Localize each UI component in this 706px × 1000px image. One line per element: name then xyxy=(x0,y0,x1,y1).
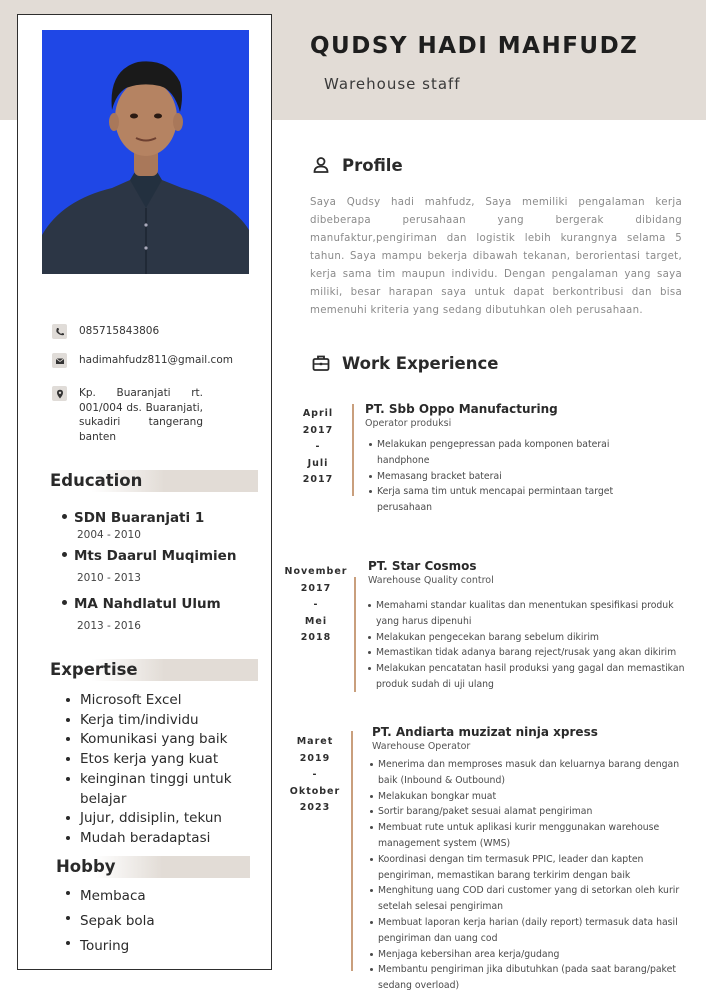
hobby-item: Membaca xyxy=(66,884,226,909)
profile-summary: Saya Qudsy hadi mahfudz, Saya memiliki pengalaman kerja dibeberapa perusahaan yang bergerak dibidang manufaktur,pengiriman dan logistik lebih kurangnya selama 5 tahun. Saya mampu bekerja dibawah tekanan, berorientasi target, kerja sama tim maupun individu. Dengan pengalaman yang saya miliki, besar harapan saya untuk dapat berkontribusi dan bisa memenuhi kriteria yang sedang dibutuhkan oleh perusahaan. xyxy=(310,197,682,316)
address-text: Kp. Buaranjati rt. 001/004 ds. Buaranjati, sukadiri tangerang banten xyxy=(79,387,203,443)
email-address: hadimahfudz811@gmail.com xyxy=(79,354,233,366)
job-dates: Maret 2019 - Oktober 2023 xyxy=(289,736,341,813)
timeline-line xyxy=(351,731,353,971)
education-item: MA Nahdlatul Ulum xyxy=(62,596,221,612)
job-duties xyxy=(367,598,699,693)
company-name: PT. Andiarta muzizat ninja xpress xyxy=(372,725,598,739)
education-heading: Education xyxy=(50,470,258,492)
work-experience-heading: Work Experience xyxy=(312,354,498,373)
duty-item: Sortir barang/paket sesuai alamat pengiriman xyxy=(369,804,697,820)
company-name: PT. Star Cosmos xyxy=(368,559,477,573)
full-name: QUDSY HADI MAHFUDZ xyxy=(310,33,639,59)
expertise-item: Etos kerja yang kuat xyxy=(66,750,251,770)
job-position: Warehouse Quality control xyxy=(368,575,494,586)
education-item: Mts Daarul Muqimien xyxy=(62,548,236,564)
phone-number: 085715843806 xyxy=(79,325,160,337)
duty-item: Melakukan pencatatan hasil produksi yang gagal dan memastikan produk sudah di uji ulang xyxy=(367,661,699,693)
phone-icon xyxy=(52,324,67,339)
expertise-item: Kerja tim/individu xyxy=(66,711,251,731)
expertise-item: Jujur, ddisiplin, tekun xyxy=(66,809,251,829)
job-duties xyxy=(368,437,630,516)
duty-item: Menerima dan memproses masuk dan keluarnya barang dengan baik (Inbound & Outbound) xyxy=(369,757,697,789)
education-years: 2010 - 2013 xyxy=(77,572,141,584)
expertise-item: Microsoft Excel xyxy=(66,691,251,711)
job-duties xyxy=(369,757,697,994)
duty-item: Memahami standar kualitas dan menentukan spesifikasi produk yang harus dipenuhi xyxy=(367,598,699,630)
hobby-list xyxy=(66,884,226,959)
timeline-line xyxy=(352,404,354,496)
duty-item: Melakukan bongkar muat xyxy=(369,789,697,805)
briefcase-icon xyxy=(312,354,330,372)
duty-item: Koordinasi dengan tim termasuk PPIC, leader dan kapten pengiriman, memastikan barang terkirim dengan baik xyxy=(369,852,697,884)
expertise-item: keinginan tinggi untuk belajar xyxy=(66,770,251,809)
duty-item: Memastikan tidak adanya barang reject/rusak yang akan dikirim xyxy=(367,645,699,661)
job-title: Warehouse staff xyxy=(324,75,461,93)
job-dates: November 2017 - Mei 2018 xyxy=(284,566,348,643)
job-dates: April 2017 - Juli 2017 xyxy=(302,408,334,485)
duty-item: Menghitung uang COD dari customer yang di setorkan oleh kurir setelah selesai pengiriman xyxy=(369,883,697,915)
duty-item: Melakukan pengepressan pada komponen baterai handphone xyxy=(368,437,630,469)
job-position: Warehouse Operator xyxy=(372,741,471,752)
education-years: 2013 - 2016 xyxy=(77,620,141,632)
duty-item: Membuat rute untuk aplikasi kurir menggunakan warehouse management system (WMS) xyxy=(369,820,697,852)
expertise-item: Mudah beradaptasi xyxy=(66,829,251,849)
job-position: Operator produksi xyxy=(365,418,452,429)
duty-item: Menjaga kebersihan area kerja/gudang xyxy=(369,947,697,963)
mail-icon xyxy=(52,353,67,368)
hobby-item: Touring xyxy=(66,934,226,959)
company-name: PT. Sbb Oppo Manufacturing xyxy=(365,402,558,416)
duty-item: Membantu pengiriman jika dibutuhkan (pada saat barang/paket sedang overload) xyxy=(369,962,697,994)
expertise-list xyxy=(66,691,251,849)
expertise-item: Komunikasi yang baik xyxy=(66,730,251,750)
duty-item: Kerja sama tim untuk mencapai permintaan target perusahaan xyxy=(368,484,630,516)
timeline-line xyxy=(354,577,356,692)
education-item: SDN Buaranjati 1 xyxy=(62,510,204,526)
profile-heading: Profile xyxy=(312,156,403,175)
hobby-heading: Hobby xyxy=(56,856,250,878)
expertise-heading: Expertise xyxy=(50,659,258,681)
duty-item: Memasang bracket baterai xyxy=(368,469,630,485)
education-years: 2004 - 2010 xyxy=(77,529,141,541)
profile-photo xyxy=(42,30,249,274)
location-pin-icon xyxy=(52,386,67,401)
hobby-item: Sepak bola xyxy=(66,909,226,934)
user-icon xyxy=(312,156,330,174)
duty-item: Melakukan pengecekan barang sebelum dikirim xyxy=(367,630,699,646)
duty-item: Membuat laporan kerja harian (daily report) termasuk data hasil pengiriman dan uang cod xyxy=(369,915,697,947)
